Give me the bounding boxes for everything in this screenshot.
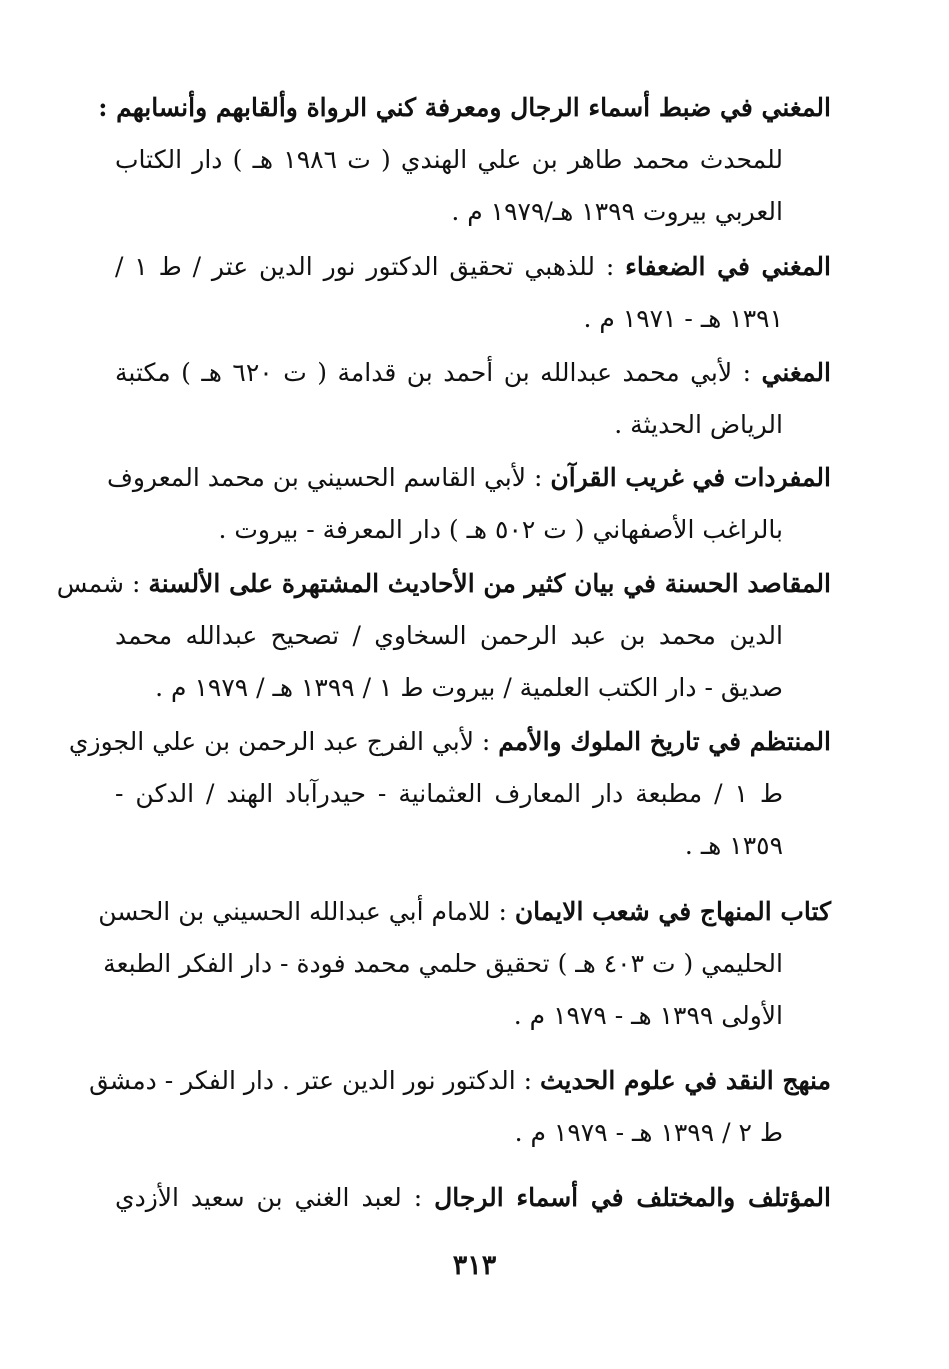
entry-text: : الدكتور نور الدين عتر . دار الفكر - دمشق [89, 1066, 540, 1095]
entry-text: : للذهبي تحقيق الدكتور نور الدين عتر / ط ١ / [115, 252, 626, 281]
entry-first-line [98, 886, 831, 938]
entry-line: ١٣٩١ هـ - ١٩٧١ م . [583, 304, 783, 333]
entry-line: ط ٢ / ١٣٩٩ هـ - ١٩٧٩ م . [514, 1118, 783, 1147]
entry-line: العربي بيروت ١٣٩٩ هـ/١٩٧٩ م . [451, 197, 783, 226]
entry-first-line [115, 1172, 831, 1224]
entry-first-line [68, 716, 831, 768]
entry-title: المغني في ضبط أسماء الرجال ومعرفة كني الرواة وألقابهم وأنسابهم : [98, 93, 831, 122]
entry-text: : لأبي الفرج عبد الرحمن بن علي الجوزي [68, 727, 499, 756]
bibliography-entry [115, 347, 831, 451]
entry-text: : لأبي محمد عبدالله بن أحمد بن قدامة ( ت ٦٢٠ هـ ) مكتبة [115, 358, 762, 387]
entry-title: المغني [761, 358, 831, 387]
entry-line: بالراغب الأصفهاني ( ت ٥٠٢ هـ ) دار المعرفة - بيروت . [218, 515, 783, 544]
entry-line: الأولى ١٣٩٩ هـ - ١٩٧٩ م . [513, 1001, 783, 1030]
bibliography-entry [98, 82, 831, 238]
bibliography-entry [68, 716, 831, 872]
entry-title: المغني في الضعفاء [625, 252, 831, 281]
entry-line: ط ١ / مطبعة دار المعارف العثمانية - حيدرآباد الهند / الدكن - [115, 779, 783, 808]
bibliography-entry [115, 241, 831, 345]
entry-title: كتاب المنهاج في شعب الايمان [514, 897, 831, 926]
entry-line: للمحدث محمد طاهر بن علي الهندي ( ت ١٩٨٦ هـ ) دار الكتاب [115, 145, 783, 174]
bibliography-entry [98, 886, 831, 1042]
bibliography-entry [56, 558, 831, 714]
entry-line: الحليمي ( ت ٤٠٣ هـ ) تحقيق حلمي محمد فودة - دار الفكر الطبعة [103, 949, 783, 978]
entry-title: المفردات في غريب القرآن [550, 463, 831, 492]
entry-first-line [89, 1055, 831, 1107]
entry-line: صديق - دار الكتب العلمية / بيروت ط ١ / ١٣٩٩ هـ / ١٩٧٩ م . [155, 673, 783, 702]
entry-title: المنتظم في تاريخ الملوك والأمم [498, 727, 831, 756]
entry-line: الرياض الحديثة . [614, 410, 783, 439]
entry-first-line [106, 452, 831, 504]
entry-title: منهج النقد في علوم الحديث [540, 1066, 831, 1095]
bibliography-entry [115, 1172, 831, 1224]
entry-title: المؤتلف والمختلف في أسماء الرجال [434, 1183, 831, 1212]
entry-text: : لأبي القاسم الحسيني بن محمد المعروف [106, 463, 551, 492]
entry-first-line [56, 558, 831, 610]
entry-line: ١٣٥٩ هـ . [684, 831, 783, 860]
entry-first-line [115, 347, 831, 399]
page-number: ٣١٣ [452, 1250, 497, 1281]
entry-text: : لعبد الغني بن سعيد الأزدي [115, 1183, 435, 1212]
bibliography-entry [89, 1055, 831, 1159]
entry-title: المقاصد الحسنة في بيان كثير من الأحاديث المشتهرة على الألسنة [148, 569, 831, 598]
bibliography-entry [106, 452, 831, 556]
entry-text: : شمس [56, 569, 149, 598]
entry-line: الدين محمد بن عبد الرحمن السخاوي / تصحيح عبدالله محمد [115, 621, 783, 650]
entry-first-line [115, 241, 831, 293]
entry-text: : للامام أبي عبدالله الحسيني بن الحسن [98, 897, 515, 926]
entry-first-line [98, 82, 831, 134]
